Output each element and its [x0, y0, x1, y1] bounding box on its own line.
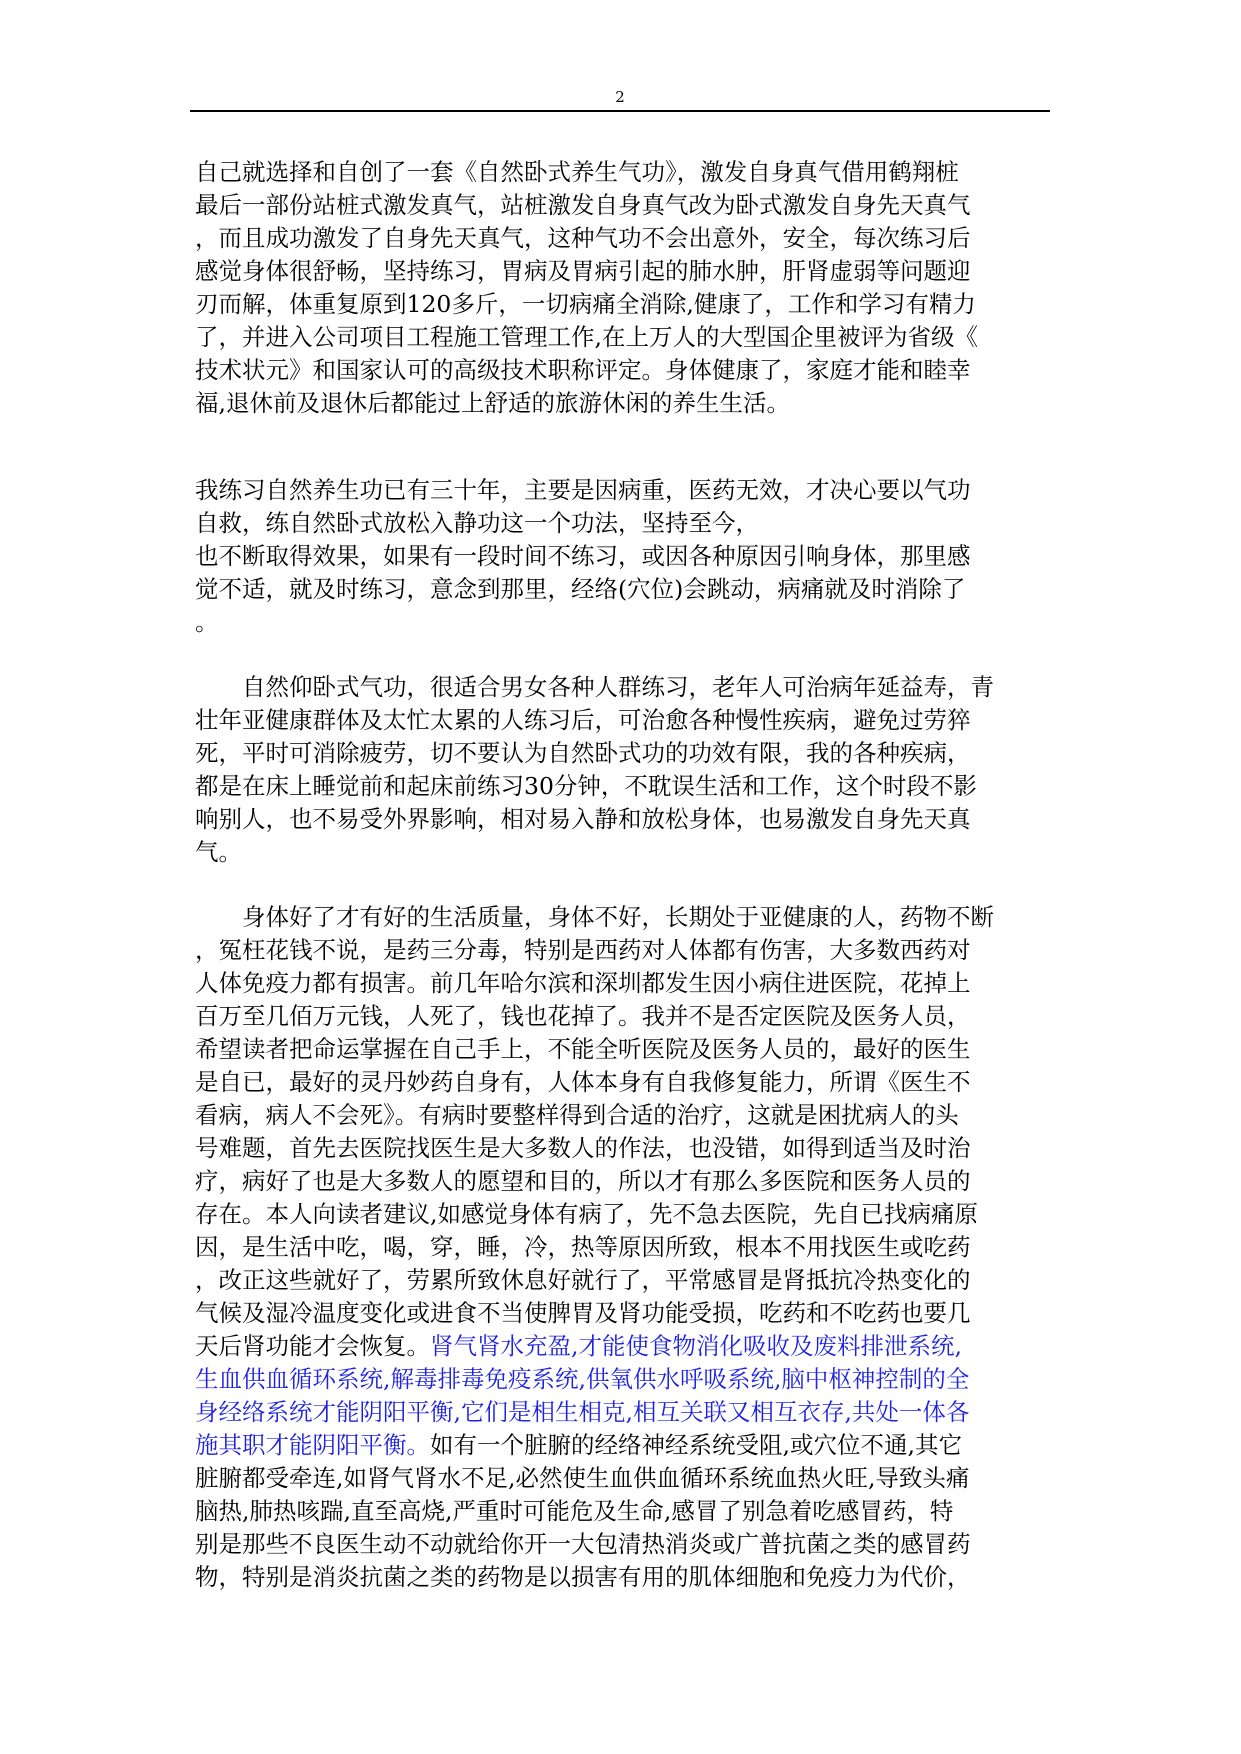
document-body — [195, 156, 1051, 1594]
text-line: 是自已，最好的灵丹妙药自身有，人体本身有自我修复能力，所谓《医生不 — [195, 1068, 971, 1096]
text-segment: 天后肾功能才会恢复。 — [195, 1332, 430, 1360]
text-line: 也不断取得效果，如果有一段时间不练习，或因各种原因引响身体，那里感 — [195, 542, 971, 570]
text-line-mixed — [195, 1330, 1051, 1363]
paragraph-3 — [195, 671, 1051, 869]
text-line: ，改正这些就好了，劳累所致休息好就行了，平常感冒是肾抵抗冷热变化的 — [195, 1266, 971, 1294]
text-segment: 如有一个脏腑的经络神经系统受阻,或穴位不通,其它 — [430, 1431, 962, 1459]
text-line: 。 — [195, 608, 219, 636]
text-line: 响别人，也不易受外界影响，相对易入静和放松身体，也易激发自身先天真 — [195, 805, 971, 833]
paragraph-spacer — [195, 420, 1051, 474]
paragraph-4 — [195, 901, 1051, 1594]
text-line: 我练习自然养生功已有三十年，主要是因病重，医药无效，才决心要以气功 — [195, 476, 971, 504]
text-line: 因，是生活中吃，喝，穿，睡，冷，热等原因所致，根本不用找医生或吃药 — [195, 1233, 971, 1261]
header-rule — [190, 110, 1050, 112]
text-line: 别是那些不良医生动不动就给你开一大包清热消炎或广普抗菌之类的感冒药 — [195, 1530, 971, 1558]
text-line: 脏腑都受牵连,如肾气肾水不足,必然使生血供血循环系统血热火旺,导致头痛 — [195, 1464, 970, 1492]
text-line: ，而且成功激发了自身先天真气，这种气功不会出意外，安全，每次练习后 — [195, 224, 971, 252]
text-line: 刃而解，体重复原到120多斤，一切病痛全消除,健康了，工作和学习有精力 — [195, 290, 976, 318]
text-line-mixed — [195, 1429, 1051, 1462]
text-line: 身体好了才有好的生活质量，身体不好，长期处于亚健康的人，药物不断 — [242, 903, 994, 931]
text-line: 了，并进入公司项目工程施工管理工作,在上万人的大型国企里被评为省级《 — [195, 323, 978, 351]
text-line: 存在。本人向读者建议,如感觉身体有病了，先不急去医院，先自已找病痛原 — [195, 1200, 978, 1228]
text-line: 气。 — [195, 838, 242, 866]
text-line: 最后一部份站桩式激发真气，站桩激发自身真气改为卧式激发自身先天真气 — [195, 191, 971, 219]
page-number: 2 — [615, 88, 625, 106]
text-line: 人体免疫力都有损害。前几年哈尔滨和深圳都发生因小病住进医院，花掉上 — [195, 969, 971, 997]
highlighted-text-segment: 肾气肾水充盈,才能使食物消化吸收及废料排泄系统, — [430, 1332, 962, 1360]
highlighted-text-line: 身经络系统才能阴阳平衡,它们是相生相克,相互关联又相互衣存,共处一体各 — [195, 1398, 970, 1426]
text-line: 壮年亚健康群体及太忙太累的人练习后，可治愈各种慢性疾病，避免过劳猝 — [195, 706, 971, 734]
text-line: 都是在床上睡觉前和起床前练习30分钟，不耽误生活和工作，这个时段不影 — [195, 772, 977, 800]
page-header — [190, 88, 1050, 112]
text-line: 气候及湿冷温度变化或进食不当使脾胃及肾功能受损，吃药和不吃药也要几 — [195, 1299, 971, 1327]
text-line: 希望读者把命运掌握在自己手上，不能全听医院及医务人员的，最好的医生 — [195, 1035, 971, 1063]
paragraph-spacer — [195, 639, 1051, 671]
text-line: 物，特别是消炎抗菌之类的药物是以损害有用的肌体细胞和免疫力为代价， — [195, 1563, 971, 1591]
highlighted-text-line: 生血供血循环系统,解毒排毒免疫系统,供氧供水呼吸系统,脑中枢神控制的全 — [195, 1365, 970, 1393]
text-line: 自救，练自然卧式放松入静功这一个功法，坚持至今， — [195, 509, 759, 537]
text-line: 技术状元》和国家认可的高级技术职称评定。身体健康了，家庭才能和睦幸 — [195, 356, 971, 384]
highlighted-text-segment: 施其职才能阴阳平衡。 — [195, 1431, 430, 1459]
text-line: 百万至几佰万元钱，人死了，钱也花掉了。我并不是否定医院及医务人员， — [195, 1002, 971, 1030]
paragraph-2 — [195, 474, 1051, 639]
paragraph-spacer — [195, 869, 1051, 901]
text-line: 福,退休前及退休后都能过上舒适的旅游休闲的养生生活。 — [195, 389, 790, 417]
text-line: 脑热,肺热咳踹,直至高烧,严重时可能危及生命,感冒了别急着吃感冒药，特 — [195, 1497, 954, 1525]
text-line: 死，平时可消除疲劳，切不要认为自然卧式功的功效有限，我的各种疾病， — [195, 739, 971, 767]
text-line: 自然仰卧式气功，很适合男女各种人群练习，老年人可治病年延益寿，青 — [242, 673, 994, 701]
paragraph-1 — [195, 156, 1051, 420]
text-line: 觉不适，就及时练习，意念到那里，经络(穴位)会跳动，病痛就及时消除了 — [195, 575, 966, 603]
text-line: 看病，病人不会死》。有病时要整样得到合适的治疗，这就是困扰病人的头 — [195, 1101, 959, 1129]
text-line: 自己就选择和自创了一套《自然卧式养生气功》，激发自身真气借用鹤翔桩 — [195, 158, 959, 186]
text-line: ，冤枉花钱不说，是药三分毒，特别是西药对人体都有伤害，大多数西药对 — [195, 936, 971, 964]
text-line: 疗，病好了也是大多数人的愿望和目的，所以才有那么多医院和医务人员的 — [195, 1167, 971, 1195]
text-line: 感觉身体很舒畅，坚持练习，胃病及胃病引起的肺水肿，肝肾虚弱等问题迎 — [195, 257, 971, 285]
text-line: 号难题，首先去医院找医生是大多数人的作法，也没错，如得到适当及时治 — [195, 1134, 971, 1162]
